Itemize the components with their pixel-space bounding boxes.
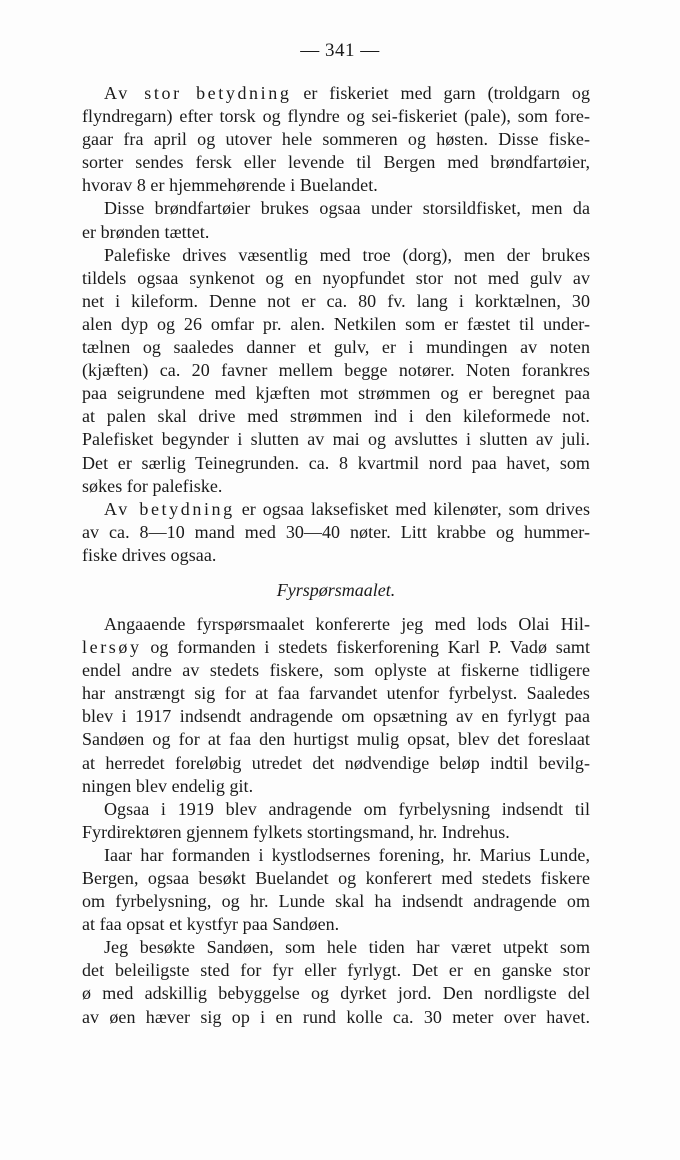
text-line: alen dyp og 26 omfar pr. alen. Netkilen som er fæstet til under- xyxy=(82,313,590,334)
text-line: fiske drives ogsaa. xyxy=(82,544,217,565)
paragraph xyxy=(82,798,590,844)
text-line: Palefisket begynder i slutten av mai og avsluttes i slutten av juli. xyxy=(82,429,590,450)
text-line: Palefiske drives væsentlig med troe (dorg), men der brukes xyxy=(104,244,590,265)
text-line xyxy=(82,82,590,105)
text-line: endel andre av stedets fiskere, som oplyste at fiskerne tidligere xyxy=(82,660,590,681)
emphasized-text: Av betydning xyxy=(104,498,235,519)
paragraph xyxy=(82,197,590,243)
paragraph xyxy=(82,498,590,567)
section-heading: Fyrspørsmaalet. xyxy=(276,579,396,600)
paragraph xyxy=(82,844,590,936)
paragraph xyxy=(82,244,590,498)
text-line: Bergen, ogsaa besøkt Buelandet og konferert med stedets fiskere xyxy=(82,868,590,888)
text-line: sorter sendes fersk eller levende til Bergen med brøndfartøier, xyxy=(82,152,590,173)
paragraph xyxy=(82,82,590,197)
paragraphs-before-heading xyxy=(82,82,590,567)
text-line: hvorav 8 er hjemmehørende i Buelandet. xyxy=(82,175,378,196)
text-line: Angaaende fyrspørsmaalet konfererte jeg med lods Olai Hil- xyxy=(104,613,590,634)
text-line: Ogsaa i 1919 blev andragende om fyrbelysning indsendt til xyxy=(104,798,590,819)
text-line: Fyrdirektøren gjennem fylkets stortingsmand, hr. Indrehus. xyxy=(82,821,510,842)
text-line xyxy=(82,636,590,659)
text-line: Iaar har formanden i kystlodsernes forening, hr. Marius Lunde, xyxy=(104,844,590,865)
text-line: at palen skal drive med strømmen ind i den kileformede not. xyxy=(82,406,590,427)
text-line: om fyrbelysning, og hr. Lunde skal ha indsendt andragende om xyxy=(82,891,590,912)
text-line: Jeg besøkte Sandøen, som hele tiden har været utpekt som xyxy=(104,937,590,958)
text-line xyxy=(82,498,590,521)
text-line: paa seigrundene med kjæften mot strømmen og er beregnet paa xyxy=(82,383,590,404)
text-line: Sandøen og for at faa den hurtigst mulig opsat, blev det foreslaat xyxy=(82,729,590,750)
emphasized-text: lersøy xyxy=(82,637,142,658)
text-line: er brønden tættet. xyxy=(82,221,210,242)
paragraph xyxy=(82,936,590,1028)
text-line: ningen blev endelig git. xyxy=(82,775,254,796)
text-line: har anstrængt sig for at faa farvandet utenfor fyrbelyst. Saaledes xyxy=(82,683,590,704)
text-line: tælnen og saaledes danner et gulv, er i mundingen av noten xyxy=(82,337,590,358)
text-line: at faa opsat et kystfyr paa Sandøen. xyxy=(82,914,340,935)
text-line: (kjæften) ca. 20 favner mellem begge notører. Noten forankres xyxy=(82,360,590,381)
text-line: Det er særlig Teinegrunden. ca. 8 kvartmil nord paa havet, som xyxy=(82,452,590,473)
line-text: er fiskeriet med garn (troldgarn og xyxy=(291,83,590,103)
page-number: — 341 — xyxy=(300,40,380,61)
body-text xyxy=(82,82,590,1029)
paragraphs-after-heading xyxy=(82,613,590,1029)
text-line: flyndregarn) efter torsk og flyndre og sei-fiskeriet (pale), som fore- xyxy=(82,106,590,127)
line-text: er ogsaa laksefisket med kilenøter, som drives xyxy=(234,498,591,519)
text-line: tildels ogsaa synkenot og en nyopfundet stor not med gulv av xyxy=(82,267,590,288)
text-line: av øen hæver sig op i en rund kolle ca. 30 meter over havet. xyxy=(82,1006,590,1027)
line-text: og formanden i stedets fiskerforening Karl P. Vadø samt xyxy=(141,637,590,658)
text-line: blev i 1917 indsendt andragende om opsætning av en fyrlygt paa xyxy=(82,706,590,727)
paragraph xyxy=(82,613,590,798)
text-line: gaar fra april og utover hele sommeren og høsten. Disse fiske- xyxy=(82,129,590,150)
text-line: det beleiligste sted for fyr eller fyrlygt. Det er en ganske stor xyxy=(82,960,590,981)
text-line: net i kileform. Denne not er ca. 80 fv. lang i korktælnen, 30 xyxy=(82,290,590,311)
text-line: at herredet foreløbig utredet det nødvendige beløp indtil bevilg- xyxy=(82,752,590,773)
text-line: av ca. 8—10 mand med 30—40 nøter. Litt krabbe og hummer- xyxy=(82,521,590,542)
text-line: søkes for palefiske. xyxy=(82,475,223,496)
text-line: Disse brøndfartøier brukes ogsaa under storsildfisket, men da xyxy=(104,198,590,219)
emphasized-text: Av stor betydning xyxy=(104,83,292,103)
text-line: ø med adskillig bebyggelse og dyrket jord. Den nordligste del xyxy=(82,983,590,1004)
